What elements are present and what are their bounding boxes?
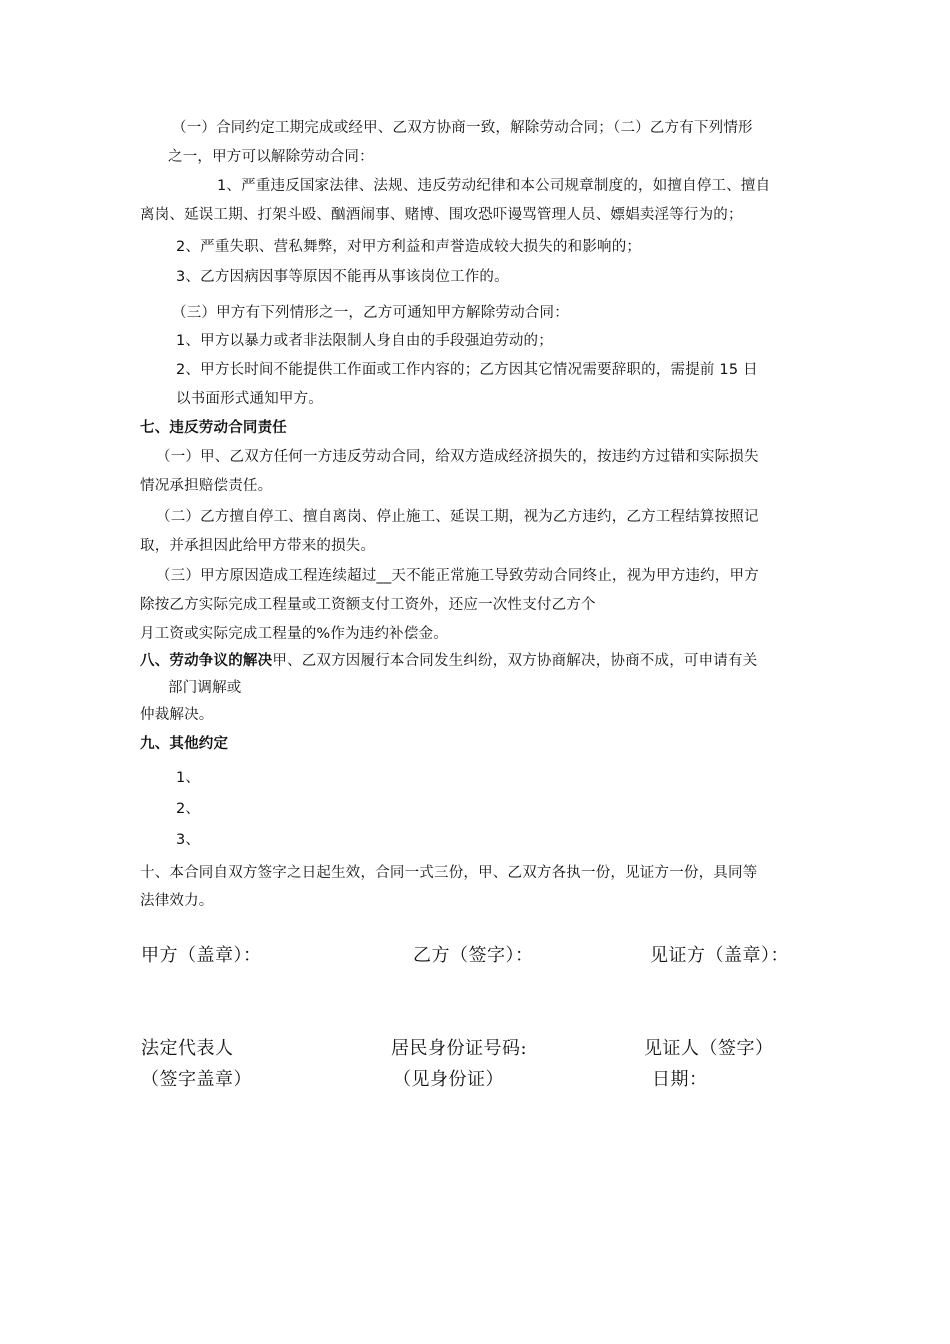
party-a-seal-label: 甲方（盖章）：: [141, 945, 262, 966]
clause-line: 之一，甲方可以解除劳动合同：: [168, 149, 374, 165]
clause-line: （一）合同约定工期完成或经甲、乙双方协商一致，解除劳动合同；（二）乙方有下列情形: [172, 120, 753, 136]
paragraph-line: 十、本合同自双方签字之日起生效，合同一式三份，甲、乙双方各执一份，见证方一份，具同等: [140, 865, 758, 881]
date-label: 日期：: [652, 1069, 708, 1090]
list-item: 1、严重违反国家法律、法规、违反劳动纪律和本公司规章制度的，如擅自停工、擅自: [217, 178, 771, 194]
paragraph-line: 月工资或实际完成工程量的%作为违约补偿金。: [140, 626, 448, 642]
paragraph-line: （三）甲方原因造成工程连续超过__天不能正常施工导致劳动合同终止，视为甲方违约，甲方: [156, 568, 759, 584]
paragraph-line: 情况承担赔偿责任。: [140, 478, 273, 494]
party-b-sign-label: 乙方（签字）：: [413, 945, 534, 966]
list-item: 3、乙方因病因事等原因不能再从事该岗位工作的。: [176, 269, 509, 285]
section-heading: 八、劳动争议的解决: [140, 653, 273, 669]
paragraph-line: 仲裁解决。: [140, 707, 214, 723]
paragraph-line: （二）乙方擅自停工、擅自离岗、停止施工、延误工期，视为乙方违约，乙方工程结算按照记: [156, 509, 759, 525]
list-item: 3、: [176, 832, 201, 848]
paragraph-line: 取，并承担因此给甲方带来的损失。: [140, 538, 376, 554]
section-text: 甲、乙双方因履行本合同发生纠纷，双方协商解决，协商不成，可申请有关: [272, 653, 758, 669]
list-item-continued: 以书面形式通知甲方。: [176, 391, 323, 407]
id-number-note: （见身份证）: [393, 1069, 504, 1090]
paragraph-line: 法律效力。: [140, 893, 214, 909]
id-number-label: 居民身份证号码:: [391, 1038, 528, 1059]
legal-representative-note: （签字盖章）: [141, 1069, 252, 1090]
section-heading: 九、其他约定: [140, 736, 229, 752]
clause-line: （三）甲方有下列情形之一，乙方可通知甲方解除劳动合同：: [172, 305, 569, 321]
list-item: 2、: [176, 801, 201, 817]
list-item: 1、: [176, 770, 201, 786]
list-item-continued: 离岗、延误工期、打架斗殴、酗酒闹事、赌博、围攻恐吓谩骂管理人员、嫖娼卖淫等行为的；: [140, 207, 743, 223]
witness-person-label: 见证人（签字）: [644, 1038, 774, 1059]
paragraph-line: 除按乙方实际完成工程量或工资额支付工资外，还应一次性支付乙方个: [140, 597, 596, 613]
list-item: 2、严重失职、营私舞弊，对甲方利益和声誉造成较大损失的和影响的；: [176, 239, 642, 255]
paragraph-line: （一）甲、乙双方任何一方违反劳动合同，给双方造成经济损失的，按违约方过错和实际损失: [156, 449, 759, 465]
witness-party-seal-label: 见证方（盖章）：: [650, 945, 789, 966]
list-item: 2、甲方长时间不能提供工作面或工作内容的；乙方因其它情况需要辞职的，需提前 15 日: [176, 362, 758, 378]
list-item: 1、甲方以暴力或者非法限制人身自由的手段强迫劳动的；: [176, 333, 553, 349]
section-heading: 七、违反劳动合同责任: [140, 420, 287, 436]
legal-representative-label: 法定代表人: [141, 1038, 234, 1059]
paragraph-line: 部门调解或: [168, 680, 242, 696]
section-line: [140, 651, 757, 671]
